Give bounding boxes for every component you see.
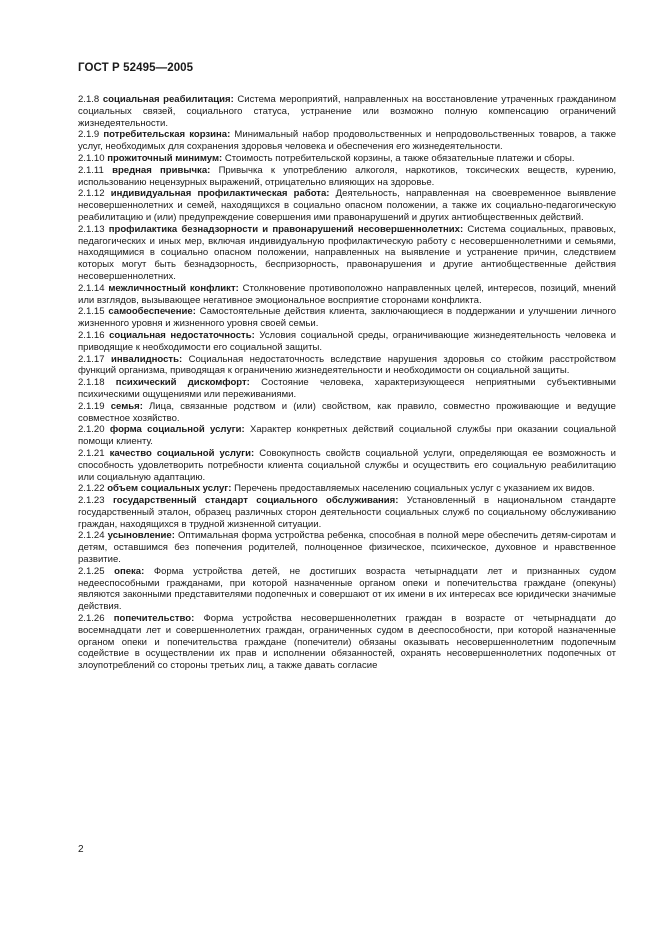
entry-number: 2.1.18 (78, 377, 105, 389)
entry-term: попечительство: (113, 613, 195, 625)
entry-number: 2.1.16 (78, 329, 105, 341)
entry-definition: Социальная недостаточность вследствие нарушения здоровья со стойким расстройством функций организма, приводящая к ограничению жизнедеятельности и необходимости он социальной защиты. (78, 353, 616, 377)
definition-entry (78, 153, 616, 165)
entry-number: 2.1.15 (78, 306, 105, 318)
entry-term: социальная недостаточность: (109, 329, 255, 341)
definition-entry (78, 306, 616, 330)
definition-entry (78, 224, 616, 283)
entry-number: 2.1.20 (78, 424, 105, 436)
definition-entry (78, 448, 616, 483)
entry-term: вредная привычка: (112, 164, 211, 176)
definition-entry (78, 330, 616, 354)
entry-definition: Состояние человека, характеризующееся неприятными субъективными психическими ощущениями или переживаниями. (78, 377, 617, 400)
entry-number: 2.1.13 (78, 223, 105, 235)
entry-definition: Совокупность свойств социальной услуги, определяющая ее возможность и способность удовлетворить потребности клиента социальной службы и осуществить его социальную реабилитацию или социальную адаптацию. (78, 447, 616, 483)
entry-definition: Стоимость потребительской корзины, а также обязательные платежи и сборы. (224, 152, 575, 164)
entry-term: профилактика безнадзорности и правонарушений несовершеннолетних: (108, 223, 464, 235)
definition-entry (78, 566, 616, 613)
entry-term: государственный стандарт социального обслуживания: (112, 495, 399, 507)
entry-definition: Характер конкретных действий социальной службы при оказании социальной помощи клиенту. (78, 424, 617, 448)
entry-definition: Привычка к употреблению алкоголя, наркотиков, токсических веществ, курению, использованию нецензурных выражений, отрицательно влияющих на здоровье. (78, 164, 617, 188)
entry-term: объем социальных услуг: (107, 483, 232, 495)
entry-term: индивидуальная профилактическая работа: (110, 188, 330, 200)
definition-entry (78, 354, 616, 378)
entry-term: инвалидность: (110, 353, 183, 365)
definition-entry (78, 165, 616, 189)
definition-entry (78, 483, 616, 495)
definition-entry (78, 401, 616, 425)
entry-number: 2.1.17 (78, 353, 105, 365)
entry-definition: Столкновение противоположно направленных целей, интересов, позиций, мнений или взглядов, вызывающее негативное эмоциональное восприятие сторонами конфликта. (78, 282, 616, 306)
definition-entry (78, 188, 616, 223)
entry-definition: Минимальный набор продовольственных и непродовольственных товаров, а также услуг, необходимых для сохранения здоровья человека и обеспечения его жизнедеятельности. (78, 129, 616, 153)
entry-definition: Условия социальной среды, ограничивающие жизнедеятельность человека и приводящие к необходимости его социальной защиты. (78, 329, 616, 353)
document-header: ГОСТ Р 52495—2005 (78, 62, 194, 74)
entry-number: 2.1.19 (78, 400, 105, 412)
entry-number: 2.1.24 (78, 530, 105, 542)
definition-entry (78, 613, 616, 672)
definition-entry (78, 129, 616, 153)
entry-number: 2.1.9 (78, 129, 100, 141)
entry-number: 2.1.26 (78, 613, 105, 625)
entry-number: 2.1.12 (78, 188, 105, 200)
document-body (78, 94, 616, 672)
entry-term: опека: (114, 565, 145, 577)
entry-definition: Самостоятельные действия клиента, заключающиеся в поддержании и улучшении личного жизненного уровня и жизненного уровня своей семьи. (78, 306, 617, 330)
entry-definition: Форма устройства несовершеннолетних граждан в возрасте от четырнадцати до восемнадцати лет и совершеннолетних граждан, ограниченных судом в дееспособности, при которой назначенные органом опеки и попечительства граждане (попечители) обязаны оказывать несовершеннолетним подопечным содействие в осуществлении их прав и исполнении обязанностей, охранять несовершеннолетних подопечных от злоупотреблений со стороны третьих лиц, а также давать согласие (78, 613, 617, 672)
entry-term: психический дискомфорт: (115, 377, 250, 389)
entry-definition: Установленный в национальном стандарте государственный эталон, образец различных сторон деятельности социальных служб по социальному обслуживанию граждан, находящихся в трудной жизненной ситуации. (78, 495, 616, 530)
definition-entry (78, 495, 616, 530)
entry-term: самообеспечение: (108, 306, 196, 318)
entry-number: 2.1.11 (78, 164, 104, 176)
entry-definition: Система мероприятий, направленных на восстановление утраченных гражданином социальных связей, социального статуса, устранение или возможно полную компенсацию ограничений жизнедеятельности. (78, 94, 617, 129)
entry-number: 2.1.25 (78, 565, 105, 577)
definition-entry (78, 377, 616, 401)
definition-entry (78, 424, 616, 448)
entry-term: социальная реабилитация: (102, 94, 234, 105)
entry-number: 2.1.23 (78, 495, 105, 507)
entry-definition: Оптимальная форма устройства ребенка, способная в полной мере обеспечить детям-сиротам и детям, оставшимся без попечения родителей, полноценное физическое, психическое, духовное и нравственное развитие. (78, 530, 617, 566)
entry-definition: Лица, связанные родством и (или) свойством, как правило, совместно проживающие и ведущие совместное хозяйство. (78, 400, 616, 424)
entry-number: 2.1.22 (78, 483, 105, 495)
definition-entry (78, 94, 616, 129)
entry-term: потребительская корзина: (103, 129, 231, 141)
entry-number: 2.1.10 (78, 152, 105, 164)
entry-definition: Деятельность, направленная на своевременное выявление несовершеннолетних и семей, находящихся в социально опасном положении, а также их социально-педагогическую реабилитацию и (или) предупреждение совершения ими правонарушений и других антиобщественных действий. (78, 188, 617, 223)
entry-term: форма социальной услуги: (109, 424, 245, 436)
page-number: 2 (78, 844, 84, 855)
entry-number: 2.1.14 (78, 282, 105, 294)
entry-definition: Форма устройства детей, не достигших возраста четырнадцати лет и признанных судом недееспособными гражданами, при которой назначенные органом опеки и попечительства граждане (опекуны) являются законными представителями подопечных и совершают от их имени в их интересах все юридически значимые действия. (78, 565, 617, 613)
entry-term: прожиточный минимум: (107, 152, 223, 164)
definition-entry (78, 283, 616, 307)
entry-term: качество социальной услуги: (109, 447, 255, 459)
entry-term: межличностный конфликт: (108, 282, 239, 294)
entry-term: семья: (110, 400, 143, 412)
entry-number: 2.1.8 (78, 94, 100, 105)
entry-number: 2.1.21 (78, 447, 105, 459)
definition-entry (78, 530, 616, 565)
entry-term: усыновление: (107, 530, 175, 542)
entry-definition: Система социальных, правовых, педагогических и иных мер, включая индивидуальную профилактическую работу с несовершеннолетними и семьями, находящимися в социально опасном положении, направленных на выявление и устранение причин, следствием которых могут быть безнадзорность, беспризорность, правонарушения и другие антиобщественные действия несовершеннолетних. (78, 223, 617, 282)
entry-definition: Перечень предоставляемых населению социальных услуг с указанием их видов. (234, 483, 595, 495)
